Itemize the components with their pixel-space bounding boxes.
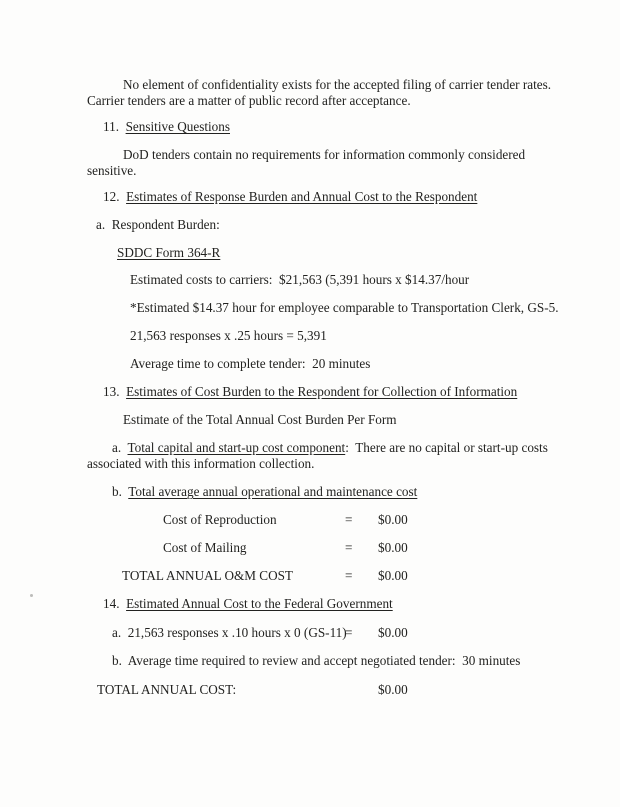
text-segment: $0.00 — [378, 540, 408, 555]
document-line — [123, 412, 397, 428]
text-segment: 11. — [103, 119, 126, 134]
text-segment: a. Respondent Burden: — [96, 217, 220, 232]
document-line — [97, 682, 236, 698]
document-line — [345, 568, 352, 584]
document-line — [103, 384, 517, 400]
underlined-text-segment: Estimated Annual Cost to the Federal Government — [126, 596, 393, 611]
text-segment: a. — [112, 440, 128, 455]
document-line — [103, 189, 477, 205]
underlined-text-segment: Sensitive Questions — [125, 119, 230, 134]
document-line — [130, 272, 469, 288]
text-segment: b. Average time required to review and accept negotiated tender: 30 minutes — [112, 653, 521, 668]
text-segment: = — [345, 568, 353, 583]
text-segment: sensitive. — [87, 163, 137, 178]
document-line — [130, 328, 327, 344]
text-segment: Cost of Mailing — [163, 540, 247, 555]
text-segment: *Estimated $14.37 hour for employee comparable to Transportation Clerk, GS-5. — [130, 300, 559, 315]
underlined-text-segment: Total capital and start-up cost component — [127, 440, 346, 455]
text-segment: No element of confidentiality exists for the accepted filing of carrier tender rates. — [123, 77, 552, 92]
text-segment: Estimate of the Total Annual Cost Burden Per Form — [123, 412, 397, 427]
document-line — [378, 512, 408, 528]
document-line — [112, 484, 417, 500]
document-line — [112, 625, 347, 641]
text-segment: 13. — [103, 384, 127, 399]
document-line — [345, 540, 352, 556]
text-segment: TOTAL ANNUAL COST: — [97, 682, 237, 697]
text-segment: Average time to complete tender: 20 minutes — [130, 356, 371, 371]
document-line — [87, 456, 314, 472]
text-segment: 21,563 responses x .25 hours = 5,391 — [130, 328, 327, 343]
document-line — [123, 77, 551, 93]
document-line — [96, 217, 220, 233]
text-segment: $0.00 — [378, 625, 408, 640]
text-segment: Estimated costs to carriers: $21,563 (5,391 hours x $14.37/hour — [130, 272, 470, 287]
text-segment: DoD tenders contain no requirements for information commonly considered — [123, 147, 526, 162]
document-line — [123, 147, 525, 163]
scan-artifact-dot — [30, 594, 33, 597]
document-line — [122, 568, 293, 584]
text-segment: $0.00 — [378, 512, 408, 527]
text-segment: TOTAL ANNUAL O&M COST — [122, 568, 293, 583]
underlined-text-segment: SDDC Form 364-R — [117, 245, 221, 260]
text-segment: Carrier tenders are a matter of public record after acceptance. — [87, 93, 411, 108]
document-line — [378, 682, 408, 698]
text-segment: 14. — [103, 596, 127, 611]
document-line — [103, 596, 393, 612]
document-line — [163, 512, 277, 528]
text-segment: b. — [112, 484, 129, 499]
document-line — [87, 93, 411, 109]
underlined-text-segment: Estimates of Response Burden and Annual Cost to the Respondent — [126, 189, 478, 204]
document-line — [112, 440, 548, 456]
document-line — [117, 245, 220, 261]
text-segment: = — [345, 540, 353, 555]
document-line — [87, 163, 136, 179]
underlined-text-segment: Estimates of Cost Burden to the Respondent for Collection of Information — [126, 384, 518, 399]
document-line — [103, 119, 230, 135]
text-segment: Cost of Reproduction — [163, 512, 277, 527]
text-segment: = — [345, 512, 353, 527]
text-segment: 12. — [103, 189, 127, 204]
text-segment: $0.00 — [378, 568, 408, 583]
text-segment: associated with this information collection. — [87, 456, 315, 471]
document-line — [345, 625, 352, 641]
document-line — [345, 512, 352, 528]
document-line — [130, 356, 370, 372]
text-segment: a. 21,563 responses x .10 hours x 0 (GS-11) — [112, 625, 347, 640]
text-segment: : There are no capital or start-up costs — [345, 440, 548, 455]
document-line — [378, 540, 408, 556]
document-line — [378, 568, 408, 584]
document-line — [163, 540, 247, 556]
document-line — [112, 653, 520, 669]
underlined-text-segment: Total average annual operational and maintenance cost — [128, 484, 418, 499]
document-line — [378, 625, 408, 641]
text-segment: = — [345, 625, 353, 640]
document-line — [130, 300, 559, 316]
text-segment: $0.00 — [378, 682, 408, 697]
